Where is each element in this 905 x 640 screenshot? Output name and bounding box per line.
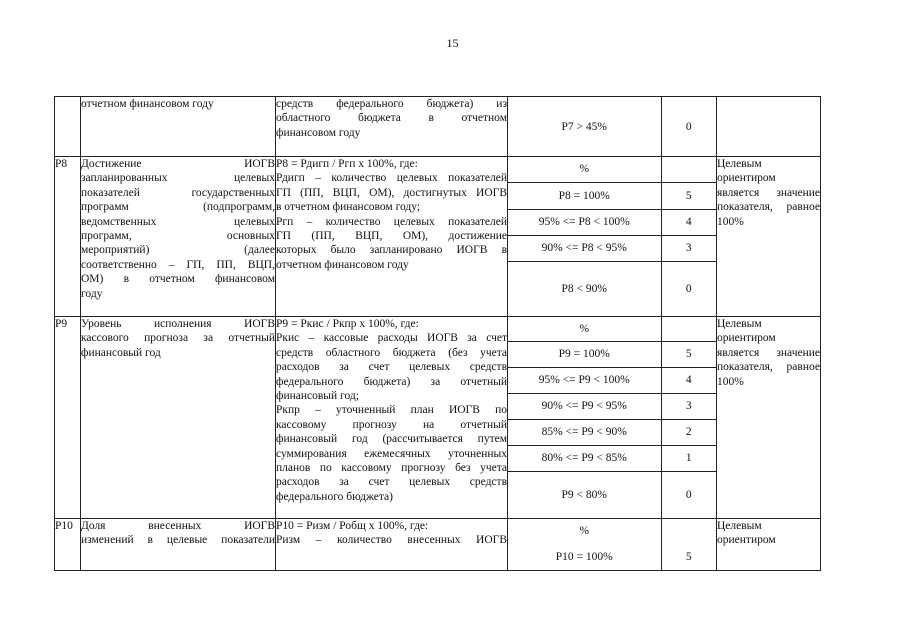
row-code: P8 [55,157,81,317]
scale-score: 5 [685,550,692,563]
row-code [55,97,81,157]
formula-description: P8 = Рдигп / Ргп х 100%, где: Рдигп – количество целевых показателей ГП (ПП, ВЦП, ОМ), достигнутых ИОГВ в отчетном финансовом году; Ргп – количество целевых показателей ГП (ПП, ВЦП, ОМ), достижение которых было запланировано ИОГВ в отчетном финансовом году [276,157,508,317]
row-code: P10 [55,519,81,571]
scale-score: 0 [685,282,692,295]
scale-score: 2 [661,419,716,445]
scale-score: 4 [661,209,716,235]
scale-condition: 85% <= P9 < 90% [508,419,661,445]
table-row [55,97,821,157]
scale-condition: 80% <= P9 < 85% [508,445,661,471]
indicator-name: Достижение ИОГВ запланированных целевых показателей государственных программ (подпрограмм, ведомственных целевых программ, основных мероприятий) (далее соответственно – ГП, ПП, ВЦП, ОМ) в отчетном финансовом году [81,157,276,317]
scale-score [661,157,716,182]
scale-condition: 95% <= P8 < 100% [508,209,661,235]
scoring-scale [508,317,717,519]
formula-description: P10 = Ризм / Робщ х 100%, где: Ризм – количество внесенных ИОГВ [276,519,508,571]
scale-unit: % [508,519,661,543]
scale-condition: P8 = 100% [508,182,661,209]
indicator-table [54,96,821,571]
scale-score: 3 [661,393,716,419]
table-row [55,317,821,519]
page-number: 15 [446,36,459,50]
scale-condition: P8 < 90% [508,261,661,316]
scale-score: 1 [661,445,716,471]
scale-unit: % [508,157,661,182]
scale-condition: 95% <= P9 < 100% [508,367,661,393]
scale-score: 4 [661,367,716,393]
target-note: Целевым ориентиром [717,519,821,571]
scale-unit: % [508,317,661,341]
table-row [55,519,821,571]
scale-condition: 90% <= P8 < 95% [508,235,661,261]
scale-condition: P7 > 45% [508,97,661,156]
scale-score: 0 [685,488,692,501]
scale-condition: P9 = 100% [508,341,661,367]
indicator-name: Доля внесенных ИОГВ изменений в целевые показатели [81,519,276,571]
scale-score: 0 [685,120,692,133]
scale-score [661,317,716,341]
formula-description: P9 = Ркис / Ркпр х 100%, где: Ркис – кассовые расходы ИОГВ за счет средств областного бюджета (без учета расходов за счет целевых средств федерального бюджета) за отчетный финансовый год; Ркпр – уточненный план ИОГВ по кассовому прогнозу на отчетный финансовый год (рассчитывается путем суммирования ежемесячных уточненных планов по кассовому прогнозу без учета расходов за счет целевых средств федерального бюджета) [276,317,508,519]
scale-condition: 90% <= P9 < 95% [508,393,661,419]
target-note: Целевым ориентиром является значение показателя, равное 100% [717,317,821,519]
indicator-name: Уровень исполнения ИОГВ кассового прогноза за отчетный финансовый год [81,317,276,519]
table-row [55,157,821,317]
row-code: P9 [55,317,81,519]
formula-description: средств федерального бюджета) из областного бюджета в отчетном финансовом году [276,97,508,157]
scale-score: 5 [661,341,716,367]
scale-condition: P9 < 80% [508,471,661,518]
scoring-scale [508,519,717,571]
target-note [717,97,821,157]
scale-score: 5 [661,182,716,209]
scale-condition: P10 = 100% [508,543,661,570]
scoring-scale [508,97,717,157]
scale-score [661,519,716,543]
scoring-scale [508,157,717,317]
target-note: Целевым ориентиром является значение показателя, равное 100% [717,157,821,317]
scale-score: 3 [661,235,716,261]
indicator-name: отчетном финансовом году [81,97,276,157]
